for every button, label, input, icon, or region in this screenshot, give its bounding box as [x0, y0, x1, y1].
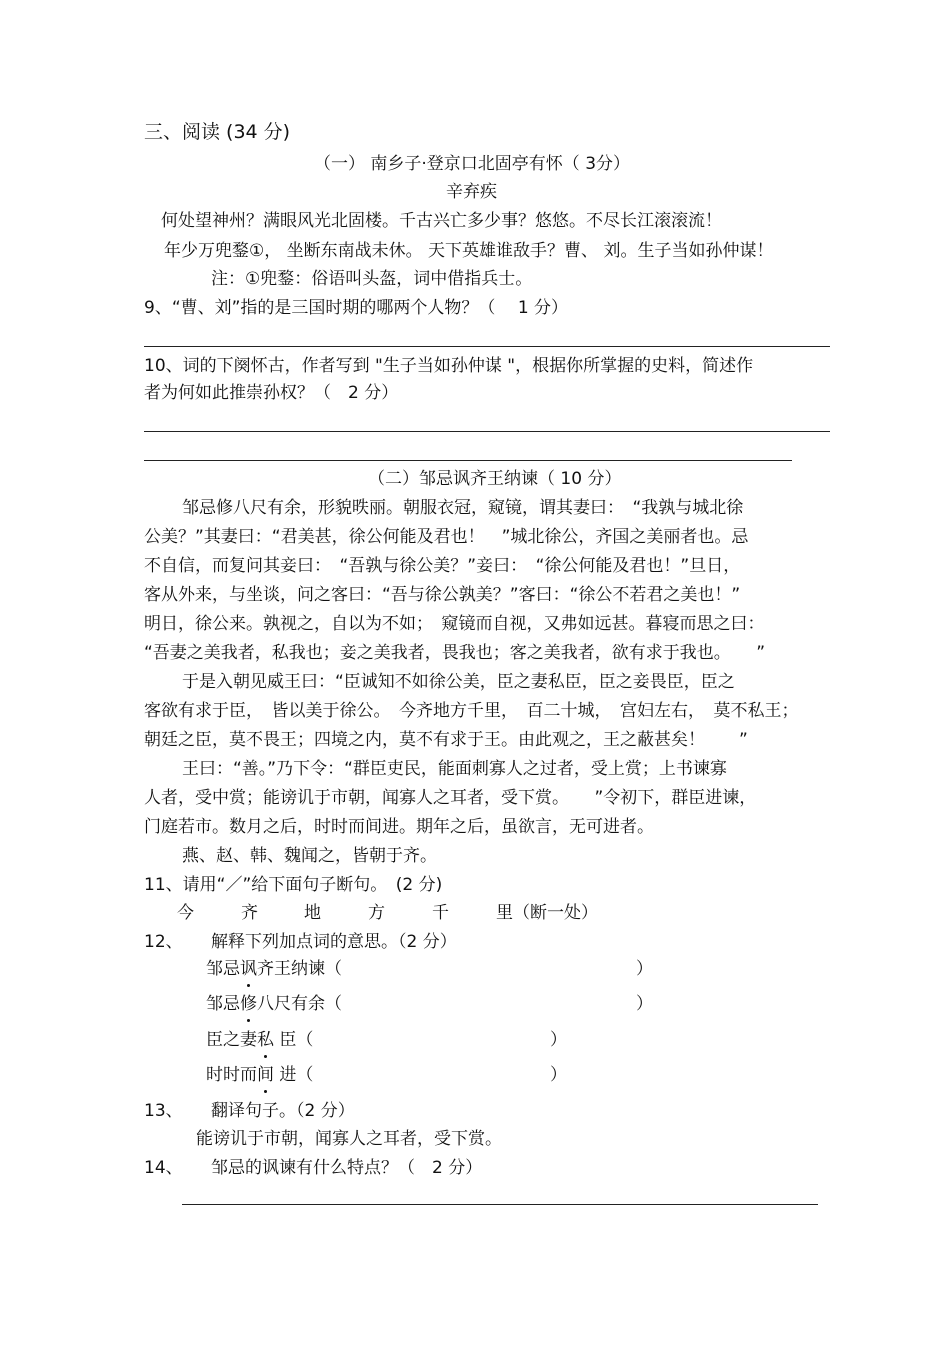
poem-heading: （一） 南乡子·登京口北固亭有怀（ 3分）: [314, 154, 631, 174]
question-14-title: 邹忌的讽谏有什么特点？（ 2 分）: [211, 1158, 483, 1178]
question-14-number: 14、: [144, 1158, 183, 1178]
q12-item-pre: 时时而: [206, 1065, 257, 1085]
q12-item-close: ）: [636, 994, 653, 1014]
q12-item-pre: 邹忌: [206, 994, 240, 1014]
q12-item-pre: 臣之妻: [206, 1030, 257, 1050]
q11-char: 齐: [241, 903, 258, 923]
passage-line: 于是入朝见威王曰：“臣诚知不如徐公美，臣之妻私臣，臣之妾畏臣，臣之: [182, 672, 735, 692]
dotted-word: 私: [257, 1030, 274, 1050]
q12-item-close: ）: [636, 959, 653, 979]
dotted-word: 修: [240, 994, 257, 1014]
passage-line: 朝廷之臣，莫不畏王；四境之内，莫不有求于王。由此观之，王之蔽甚矣！ ”: [144, 730, 748, 750]
q11-char: 方: [368, 903, 385, 923]
poem-line-1: 何处望神州？满眼风光北固楼。千古兴亡多少事？悠悠。不尽长江滚滚流！: [161, 211, 722, 231]
answer-line-q10-a: [144, 431, 830, 432]
question-10-line-2: 者为何如此推崇孙权？（ 2 分）: [144, 383, 399, 403]
q11-sentence: [177, 902, 598, 924]
passage-line: 公美？”其妻曰：“君美甚，徐公何能及君也！ ”城北徐公，齐国之美丽者也。忌: [144, 527, 749, 547]
question-13-number: 13、: [144, 1101, 183, 1121]
passage-line: 门庭若市。数月之后，时时而间进。期年之后，虽欲言，无可进者。: [144, 817, 654, 837]
passage-line: 燕、赵、韩、魏闻之，皆朝于齐。: [182, 846, 437, 866]
q11-char: 里（断一处）: [496, 903, 598, 923]
q12-item: [206, 1029, 313, 1051]
question-10-line-1: 10、词的下阕怀古，作者写到 "生子当如孙仲谋 "，根据你所掌握的史料，简述作: [144, 356, 754, 376]
q12-item-post: 臣（: [274, 1030, 314, 1050]
answer-line-q14: [182, 1204, 818, 1205]
passage-heading: （二）邹忌讽齐王纳谏（ 10 分）: [368, 469, 622, 489]
q12-item-close: ）: [550, 1065, 567, 1085]
q12-item-post: 八尺有余（: [257, 994, 342, 1014]
dotted-word: 间: [257, 1065, 274, 1085]
question-12-title: 解释下列加点词的意思。（2 分）: [211, 932, 457, 952]
passage-line: 王曰：“善。”乃下令：“群臣吏民，能面刺寡人之过者，受上赏；上书谏寡: [182, 759, 727, 779]
poem-author: 辛弃疾: [446, 182, 497, 202]
question-11-title: 11、请用“／”给下面句子断句。 (2 分): [144, 875, 443, 895]
q12-item-post: 进（: [274, 1065, 314, 1085]
passage-line: 客欲有求于臣， 皆以美于徐公。 今齐地方千里， 百二十城， 宫妇左右， 莫不私王；: [144, 701, 799, 721]
passage-line: 明日，徐公来。孰视之，自以为不如； 窥镜而自视，又弗如远甚。暮寝而思之曰：: [144, 614, 765, 634]
q12-item: [206, 958, 342, 980]
q12-item-pre: 邹忌: [206, 959, 240, 979]
passage-line: 人者，受中赏；能谤讥于市朝，闻寡人之耳者，受下赏。 ”令初下，群臣进谏，: [144, 788, 757, 808]
q12-item: [206, 993, 342, 1015]
q11-char: 千: [432, 903, 449, 923]
passage-line: “吾妻之美我者，私我也；妾之美我者，畏我也；客之美我者，欲有求于我也。 ”: [144, 643, 766, 663]
question-9: 9、“曹、刘”指的是三国时期的哪两个人物？（ 1 分）: [144, 298, 569, 318]
q12-item-close: ）: [550, 1030, 567, 1050]
dotted-word: 讽: [240, 959, 257, 979]
passage-line: 不自信，而复问其妾曰： “吾孰与徐公美？”妾曰： “徐公何能及君也！”旦日，: [144, 556, 741, 576]
answer-line-q10-b: [144, 460, 792, 461]
section-title: 三、阅读 (34 分): [144, 121, 291, 143]
question-13-title: 翻译句子。（2 分）: [211, 1101, 355, 1121]
poem-note: 注：①兜鍪：俗语叫头盔，词中借指兵士。: [211, 269, 533, 289]
q12-item: [206, 1064, 313, 1086]
poem-line-2: 年少万兜鍪①， 坐断东南战未休。 天下英雄谁敌手？曹、 刘。生子当如孙仲谋！: [164, 241, 774, 261]
q13-sentence: 能谤讥于市朝，闻寡人之耳者，受下赏。: [196, 1129, 502, 1149]
q11-char: 地: [304, 903, 321, 923]
answer-line-q9: [144, 346, 830, 347]
question-12-number: 12、: [144, 932, 183, 952]
q12-item-post: 齐王纳谏（: [257, 959, 342, 979]
passage-line: 客从外来，与坐谈，问之客曰：“吾与徐公孰美？”客曰：“徐公不若君之美也！”: [144, 585, 741, 605]
passage-line: 邹忌修八尺有余，形貌昳丽。朝服衣冠，窥镜，谓其妻曰： “我孰与城北徐: [182, 498, 744, 518]
q11-char: 今: [177, 903, 194, 923]
